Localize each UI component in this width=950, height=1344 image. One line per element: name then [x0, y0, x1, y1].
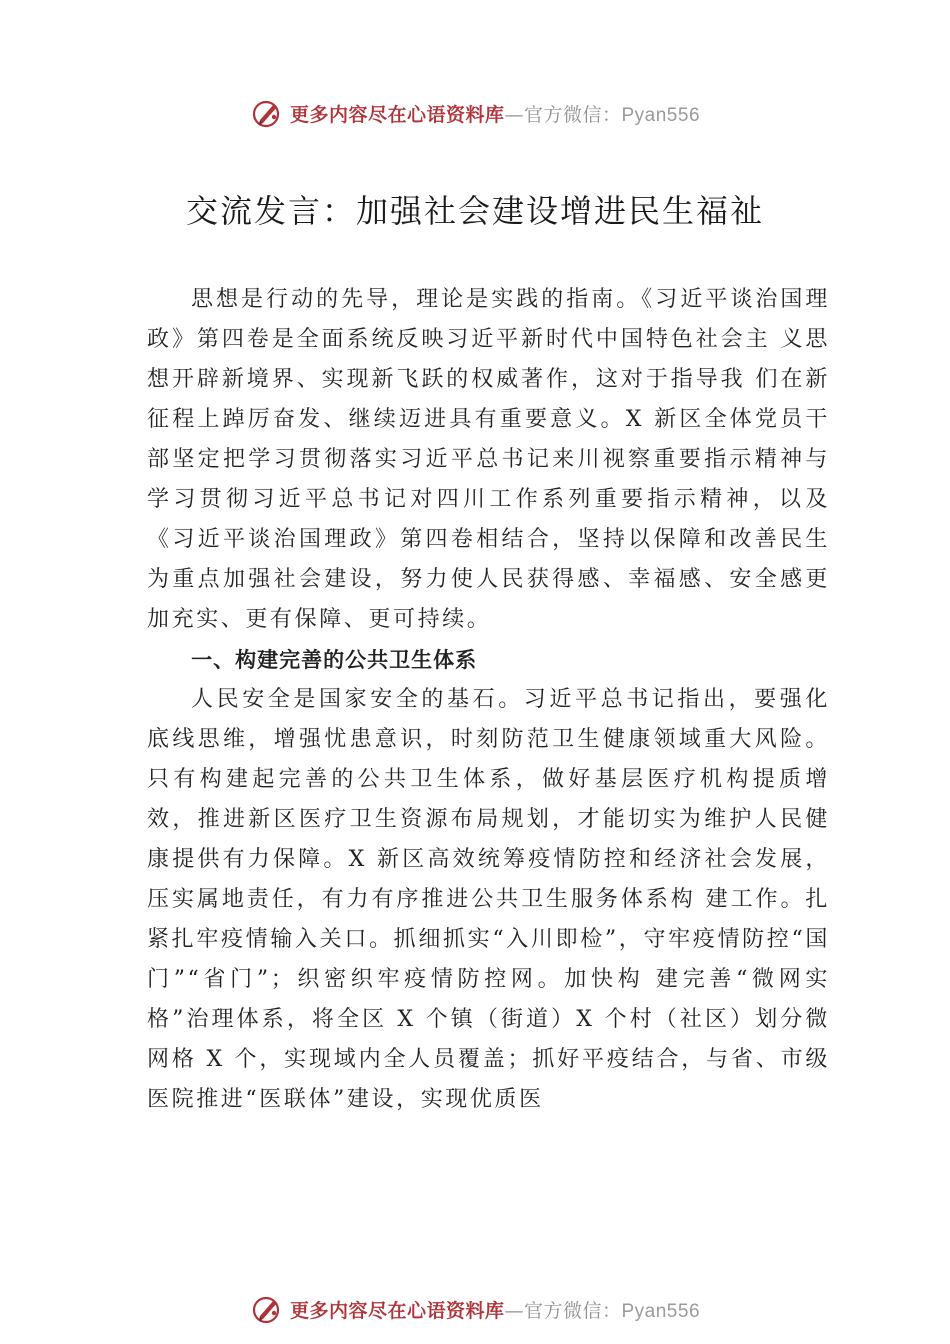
watermark-main-text: 更多内容尽在心语资料库 [289, 1299, 505, 1322]
watermark-suffix-text: 官方微信： [523, 1299, 622, 1322]
watermark-wechat-id: Pyan556 [621, 104, 701, 126]
pen-logo-icon [250, 96, 284, 130]
watermark-separator: — [504, 103, 524, 126]
watermark-banner-bottom [0, 1289, 950, 1329]
document-body [147, 280, 830, 1120]
watermark-banner-top [0, 93, 950, 133]
intro-paragraph: 思想是行动的先导，理论是实践的指南。《习近平谈治国理政》第四卷是全面系统反映习近平新时代中国特色社会主 义思想开辟新境界、实现新飞跃的权威著作，这对于指导我 们在新征程上踔厉奋发、继续迈进具有重要意义。X 新区全体党员干部坚定把学习贯彻落实习近平总书记来川视察重要指示精神与学习贯彻习近平总书记对四川工作系列重要指示精神，以及《习近平谈治国理政》第四卷相结合，坚持以保障和改善民生为重点加强社会建设，努力使人民获得感、幸福感、安全感更加充实、更有保障、更可持续。 [147, 287, 830, 632]
watermark-text [290, 1296, 700, 1323]
document-title: 交流发言：加强社会建设增进民生福祉 [185, 192, 764, 230]
watermark-separator: — [504, 1299, 524, 1322]
watermark-main-text: 更多内容尽在心语资料库 [289, 103, 505, 126]
watermark-text [290, 100, 700, 127]
section-1-heading: 一、构建完善的公共卫生体系 [191, 648, 478, 672]
watermark-suffix-text: 官方微信： [523, 103, 622, 126]
section-1-paragraph: 人民安全是国家安全的基石。习近平总书记指出，要强化底线思维，增强忧患意识，时刻防范卫生健康领域重大风险。只有构建起完善的公共卫生体系，做好基层医疗机构提质增效，推进新区医疗卫生资源布局规划，才能切实为维护人民健康提供有力保障。X 新区高效统筹疫情防控和经济社会发展，压实属地责任，有力有序推进公共卫生服务体系构 建工作。扎紧扎牢疫情输入关口。抓细抓实“入川即检”，守牢疫情防控“国门”“省门”；织密织牢疫情防控网。加快构 建完善“微网实格”治理体系，将全区 X 个镇（街道）X 个村（社区）划分微网格 X 个，实现域内全人员覆盖；抓好平疫结合，与省、市级医院推进“医联体”建设，实现优质医 [147, 687, 830, 1112]
pen-logo-icon [250, 1292, 284, 1326]
watermark-wechat-id: Pyan556 [621, 1300, 701, 1322]
